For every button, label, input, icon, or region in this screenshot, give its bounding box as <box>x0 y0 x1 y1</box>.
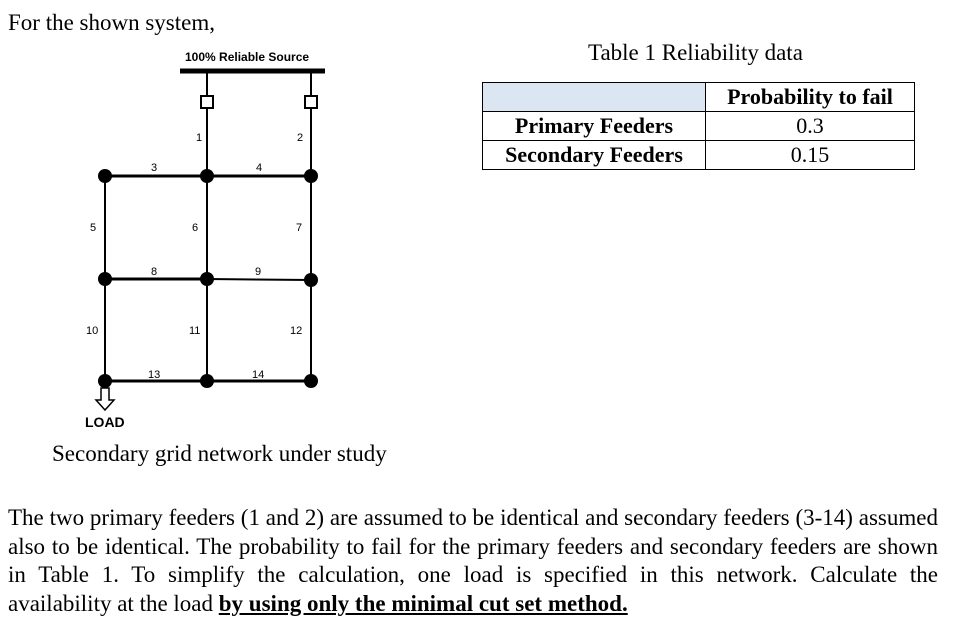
table-title: Table 1 Reliability data <box>588 40 803 65</box>
reliability-table <box>482 82 915 170</box>
feeder-label-4: 4 <box>256 162 263 174</box>
node <box>98 169 112 183</box>
load-arrow-icon <box>96 388 114 410</box>
table-header-row <box>483 83 915 112</box>
problem-text: The two primary feeders (1 and 2) are assumed to be identical and secondary feeders (3-14) assumed also to be identical. The probability to fail for the primary feeders and secondary feeders are shown in Table 1. To simplify the calculation, one load is specified in this network. Calculate the availability at the load <box>8 505 938 616</box>
table-corner-cell <box>483 83 706 112</box>
problem-paragraph <box>8 504 938 618</box>
row-label-primary: Primary Feeders <box>483 112 706 141</box>
breaker-1 <box>201 96 213 108</box>
feeder-label-8: 8 <box>151 266 158 278</box>
feeder-label-10: 10 <box>86 325 99 337</box>
node <box>200 272 214 286</box>
node <box>98 374 112 388</box>
feeder-label-11: 11 <box>189 325 201 337</box>
node <box>200 374 214 388</box>
intro-text: For the shown system, <box>8 10 215 35</box>
feeder-label-6: 6 <box>192 222 199 234</box>
diagram-caption: Secondary grid network under study <box>52 441 387 466</box>
breaker-2 <box>305 96 317 108</box>
feeder-label-9: 9 <box>255 266 262 278</box>
node <box>98 272 112 286</box>
node <box>304 273 318 287</box>
table-row <box>483 112 915 141</box>
feeder-9 <box>207 279 311 280</box>
row-label-secondary: Secondary Feeders <box>483 141 706 170</box>
feeder-label-3: 3 <box>151 162 158 174</box>
grid-network-diagram <box>0 0 480 440</box>
table-row <box>483 141 915 170</box>
node <box>304 374 318 388</box>
node <box>200 169 214 183</box>
feeder-label-1: 1 <box>196 132 203 144</box>
node <box>304 169 318 183</box>
feeder-label-7: 7 <box>296 222 303 234</box>
emphasis-text: by using only the minimal cut set method. <box>218 590 628 616</box>
load-label: LOAD <box>85 414 125 430</box>
feeder-label-14: 14 <box>252 369 265 381</box>
feeder-label-13: 13 <box>148 369 161 381</box>
value-primary: 0.3 <box>706 112 915 141</box>
value-secondary: 0.15 <box>706 141 915 170</box>
column-header: Probability to fail <box>706 83 915 112</box>
feeder-label-5: 5 <box>90 222 97 234</box>
source-label: 100% Reliable Source <box>185 50 310 64</box>
feeder-label-12: 12 <box>290 325 303 337</box>
feeder-label-2: 2 <box>297 132 304 144</box>
